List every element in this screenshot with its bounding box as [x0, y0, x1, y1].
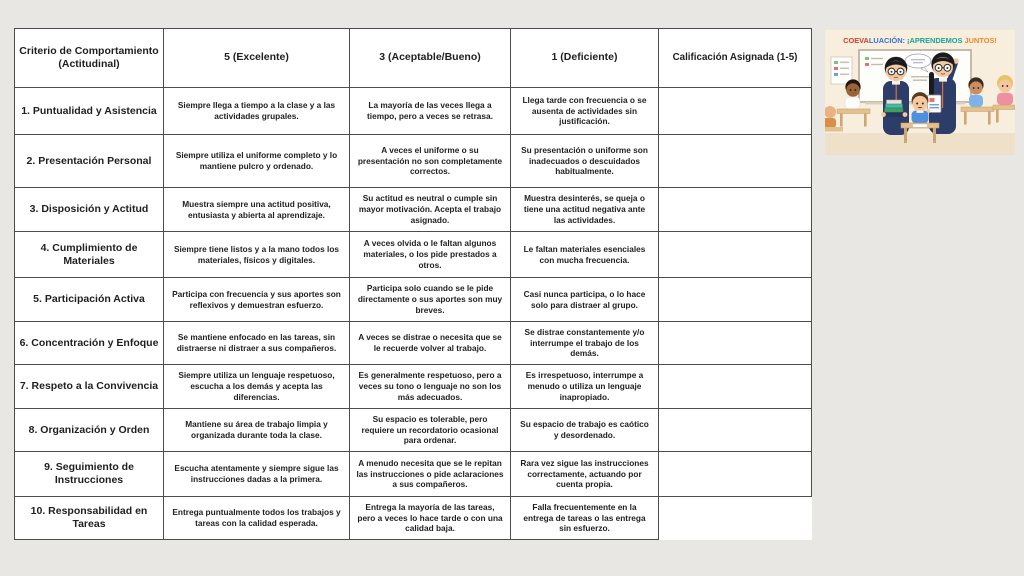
table-row [15, 452, 812, 497]
column-header: Calificación Asignada (1-5) [659, 29, 812, 88]
score-cell[interactable] [659, 452, 812, 497]
table-row [15, 365, 812, 409]
column-header: Criterio de Comportamiento (Actitudinal) [15, 29, 164, 88]
acceptable-cell: Su actitud es neutral o cumple sin mayor motivación. Acepta el trabajo asignado. [350, 188, 511, 232]
table-row [15, 322, 812, 365]
acceptable-cell: Es generalmente respetuoso, pero a veces su tono o lenguaje no son los más adecuados. [350, 365, 511, 409]
deficient-cell: Le faltan materiales esenciales con mucha frecuencia. [511, 232, 659, 278]
criterion-cell: 1. Puntualidad y Asistencia [15, 88, 164, 135]
excellent-cell: Se mantiene enfocado en las tareas, sin distraerse ni distraer a sus compañeros. [164, 322, 350, 365]
excellent-cell: Participa con frecuencia y sus aportes son reflexivos y demuestran esfuerzo. [164, 278, 350, 322]
header-row [15, 29, 812, 88]
acceptable-cell: A veces se distrae o necesita que se le recuerde volver al trabajo. [350, 322, 511, 365]
criterion-cell: 5. Participación Activa [15, 278, 164, 322]
wall-poster-icon [831, 57, 852, 84]
illustration-title-part: LUACIÓN: [868, 36, 906, 45]
table-row [15, 135, 812, 188]
table-row [15, 497, 812, 540]
excellent-cell: Siempre tiene listos y a la mano todos los materiales, físicos y digitales. [164, 232, 350, 278]
column-header: 1 (Deficiente) [511, 29, 659, 88]
acceptable-cell: A veces olvida o le faltan algunos materiales, o los pide prestados a otros. [350, 232, 511, 278]
score-cell[interactable] [659, 409, 812, 452]
illus-floor [825, 133, 1015, 155]
excellent-cell: Mantiene su área de trabajo limpia y organizada durante toda la clase. [164, 409, 350, 452]
score-cell[interactable] [659, 88, 812, 135]
table-row [15, 88, 812, 135]
acceptable-cell: Su espacio es tolerable, pero requiere un recordatorio ocasional para ordenar. [350, 409, 511, 452]
criterion-cell: 8. Organización y Orden [15, 409, 164, 452]
deficient-cell: Muestra desinterés, se queja o tiene una actitud negativa ante las actividades. [511, 188, 659, 232]
deficient-cell: Llega tarde con frecuencia o se ausenta de actividades sin justificación. [511, 88, 659, 135]
illustration-title-part: JUNTOS! [962, 36, 997, 45]
deficient-cell: Rara vez sigue las instrucciones correctamente, actuando por cuenta propia. [511, 452, 659, 497]
excellent-cell: Siempre utiliza el uniforme completo y lo mantiene pulcro y ordenado. [164, 135, 350, 188]
table-row [15, 278, 812, 322]
score-cell[interactable] [659, 365, 812, 409]
classroom-illustration [825, 30, 1015, 155]
excellent-cell: Escucha atentamente y siempre sigue las instrucciones dadas a la primera. [164, 452, 350, 497]
score-cell[interactable] [659, 278, 812, 322]
criterion-cell: 2. Presentación Personal [15, 135, 164, 188]
excellent-cell: Entrega puntualmente todos los trabajos y tareas con la calidad esperada. [164, 497, 350, 540]
excellent-cell: Siempre utiliza un lenguaje respetuoso, escucha a los demás y acepta las diferencias. [164, 365, 350, 409]
acceptable-cell: La mayoría de las veces llega a tiempo, pero a veces se retrasa. [350, 88, 511, 135]
criterion-cell: 7. Respeto a la Convivencia [15, 365, 164, 409]
acceptable-cell: Entrega la mayoría de las tareas, pero a veces lo hace tarde o con una calidad baja. [350, 497, 511, 540]
acceptable-cell: Participa solo cuando se le pide directamente o sus aportes son muy breves. [350, 278, 511, 322]
rubric-body [15, 88, 812, 540]
acceptable-cell: A menudo necesita que se le repitan las instrucciones o pide aclaraciones a sus compañeros. [350, 452, 511, 497]
criterion-cell: 9. Seguimiento de Instrucciones [15, 452, 164, 497]
score-cell[interactable] [659, 322, 812, 365]
deficient-cell: Falla frecuentemente en la entrega de tareas o las entrega sin esfuerzo. [511, 497, 659, 540]
deficient-cell: Se distrae constantemente y/o interrumpe el trabajo de los demás. [511, 322, 659, 365]
score-cell[interactable] [659, 497, 812, 540]
acceptable-cell: A veces el uniforme o su presentación no son completamente correctos. [350, 135, 511, 188]
criterion-cell: 4. Cumplimiento de Materiales [15, 232, 164, 278]
criterion-cell: 3. Disposición y Actitud [15, 188, 164, 232]
score-cell[interactable] [659, 188, 812, 232]
deficient-cell: Casi nunca participa, o lo hace solo para distraer al grupo. [511, 278, 659, 322]
deficient-cell: Su espacio de trabajo es caótico y desordenado. [511, 409, 659, 452]
criterion-cell: 6. Concentración y Enfoque [15, 322, 164, 365]
table-row [15, 232, 812, 278]
score-cell[interactable] [659, 232, 812, 278]
deficient-cell: Su presentación o uniforme son inadecuados o descuidados habitualmente. [511, 135, 659, 188]
table-row [15, 188, 812, 232]
illustration-title [843, 36, 997, 45]
criterion-cell: 10. Responsabilidad en Tareas [15, 497, 164, 540]
table-row [15, 409, 812, 452]
column-header: 3 (Aceptable/Bueno) [350, 29, 511, 88]
excellent-cell: Siempre llega a tiempo a la clase y a las actividades grupales. [164, 88, 350, 135]
excellent-cell: Muestra siempre una actitud positiva, entusiasta y abierta al aprendizaje. [164, 188, 350, 232]
score-cell[interactable] [659, 135, 812, 188]
illustration-title-part: ¡APRENDEMOS [905, 36, 963, 45]
illustration-title-part: COEVA [843, 36, 869, 45]
deficient-cell: Es irrespetuoso, interrumpe a menudo o utiliza un lenguaje inapropiado. [511, 365, 659, 409]
rubric-table [14, 28, 812, 540]
column-header: 5 (Excelente) [164, 29, 350, 88]
